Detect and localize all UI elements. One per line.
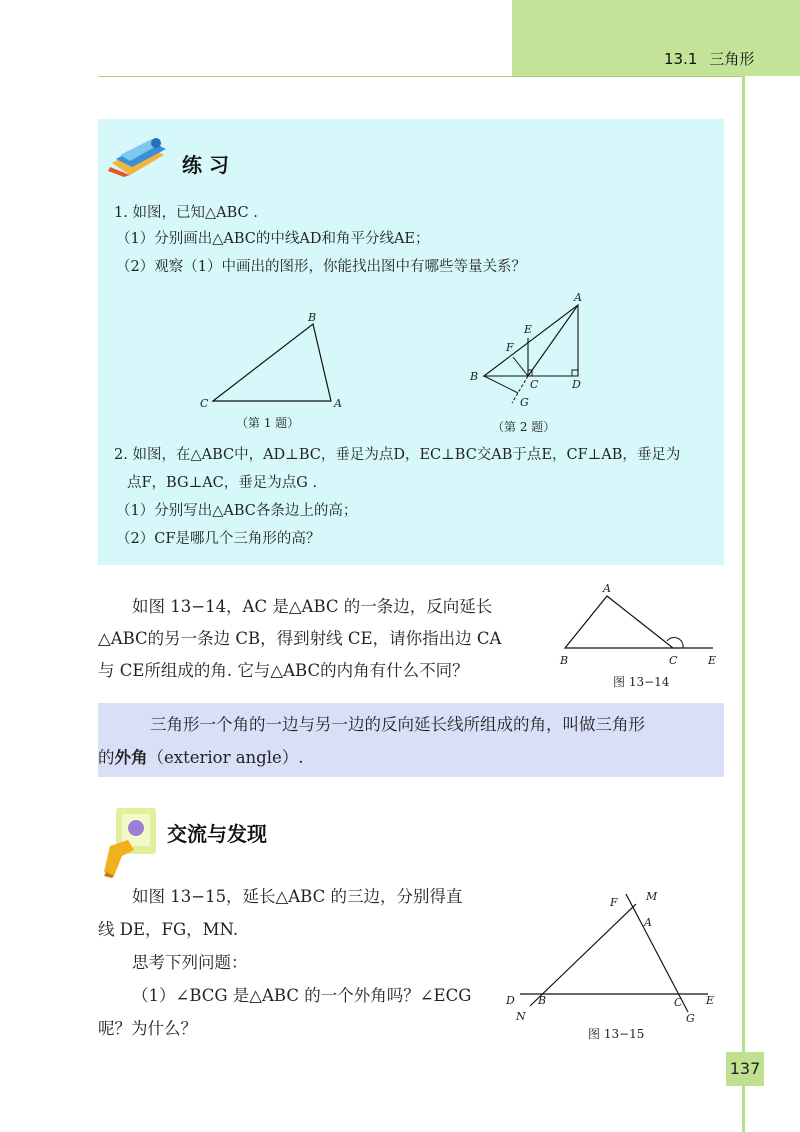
label-c: C (200, 397, 209, 410)
practice-box (98, 119, 724, 565)
label-m: M (646, 890, 658, 903)
figure-problem-2 (468, 291, 608, 436)
label-d: D (572, 378, 581, 391)
figure-1-caption: （第 1 题） (236, 416, 300, 430)
label-a: A (603, 582, 611, 595)
definition-line-1: 三角形一个角的一边与另一边的反向延长线所组成的角，叫做三角形 (150, 715, 645, 734)
definition-prefix: 的 (98, 748, 115, 767)
q2-line2: 点F，BG⊥AC，垂足为点G . (127, 475, 318, 491)
practice-icon (106, 133, 170, 177)
q2-line1: 2. 如图，在△ABC中，AD⊥BC，垂足为点D，EC⊥BC交AB于点E，CF⊥AB，垂足为 (114, 447, 681, 463)
figure-problem-1 (198, 309, 358, 434)
label-g: G (520, 396, 529, 409)
label-f: F (506, 341, 514, 354)
paragraph-2-line-1: 如图 13−15，延长△ABC 的三边，分别得直 (132, 887, 463, 906)
q1-part1: （1）分别画出△ABC的中线AD和角平分线AE； (116, 231, 430, 247)
label-c: C (530, 378, 539, 391)
figure-13-15-caption: 图 13−15 (588, 1027, 645, 1041)
practice-title: 练 习 (182, 153, 229, 177)
label-e: E (708, 654, 717, 667)
label-g: G (686, 1012, 695, 1025)
paragraph-2-line-4: （1）∠BCG 是△ABC 的一个外角吗？∠ECG (132, 986, 472, 1005)
header-rule (98, 76, 742, 77)
label-b: B (470, 370, 479, 383)
discover-title: 交流与发现 (167, 822, 267, 846)
label-b: B (538, 994, 547, 1007)
label-e: E (706, 994, 715, 1007)
label-c: C (674, 996, 683, 1009)
paragraph-1-line-2: △ABC的另一条边 CB，得到射线 CE，请你指出边 CA (98, 629, 502, 648)
figure-13-15 (500, 884, 730, 1044)
paragraph-1-line-1: 如图 13−14，AC 是△ABC 的一条边，反向延长 (132, 597, 493, 616)
paragraph-2-line-2: 线 DE，FG，MN. (98, 920, 239, 939)
label-b: B (308, 311, 317, 324)
paragraph-2-line-5: 呢？为什么？ (98, 1019, 197, 1038)
definition-box (98, 703, 724, 777)
definition-term: 外角 (114, 748, 148, 767)
label-b: B (560, 654, 569, 667)
page-number: 137 (726, 1052, 764, 1086)
section-number: 13.1 (664, 50, 698, 68)
section-title: 三角形 (709, 50, 755, 68)
running-header (664, 48, 754, 69)
q1-part2: （2）观察（1）中画出的图形，你能找出图中有哪些等量关系？ (116, 259, 526, 275)
paragraph-1-line-3: 与 CE所组成的角. 它与△ABC的内角有什么不同？ (98, 661, 469, 680)
label-n: N (516, 1010, 526, 1023)
label-c: C (669, 654, 678, 667)
definition-line-2 (98, 743, 304, 772)
discover-icon (100, 806, 160, 878)
label-f: F (610, 896, 618, 909)
q1-intro: 1. 如图，已知△ABC . (114, 205, 258, 221)
figure-13-14 (555, 580, 725, 690)
definition-suffix: （exterior angle）. (147, 748, 304, 767)
header-band (512, 0, 800, 76)
figure-2-caption: （第 2 题） (492, 420, 556, 434)
label-a: A (644, 916, 652, 929)
q2-part1: （1）分别写出△ABC各条边上的高； (116, 503, 358, 519)
paragraph-2-line-3: 思考下列问题： (132, 953, 248, 972)
figure-13-14-caption: 图 13−14 (613, 675, 670, 689)
label-a: A (334, 397, 342, 410)
label-d: D (506, 994, 515, 1007)
q2-part2: （2）CF是哪几个三角形的高？ (116, 531, 321, 547)
label-e: E (524, 323, 533, 336)
margin-rule (742, 76, 745, 1132)
label-a: A (574, 291, 582, 304)
